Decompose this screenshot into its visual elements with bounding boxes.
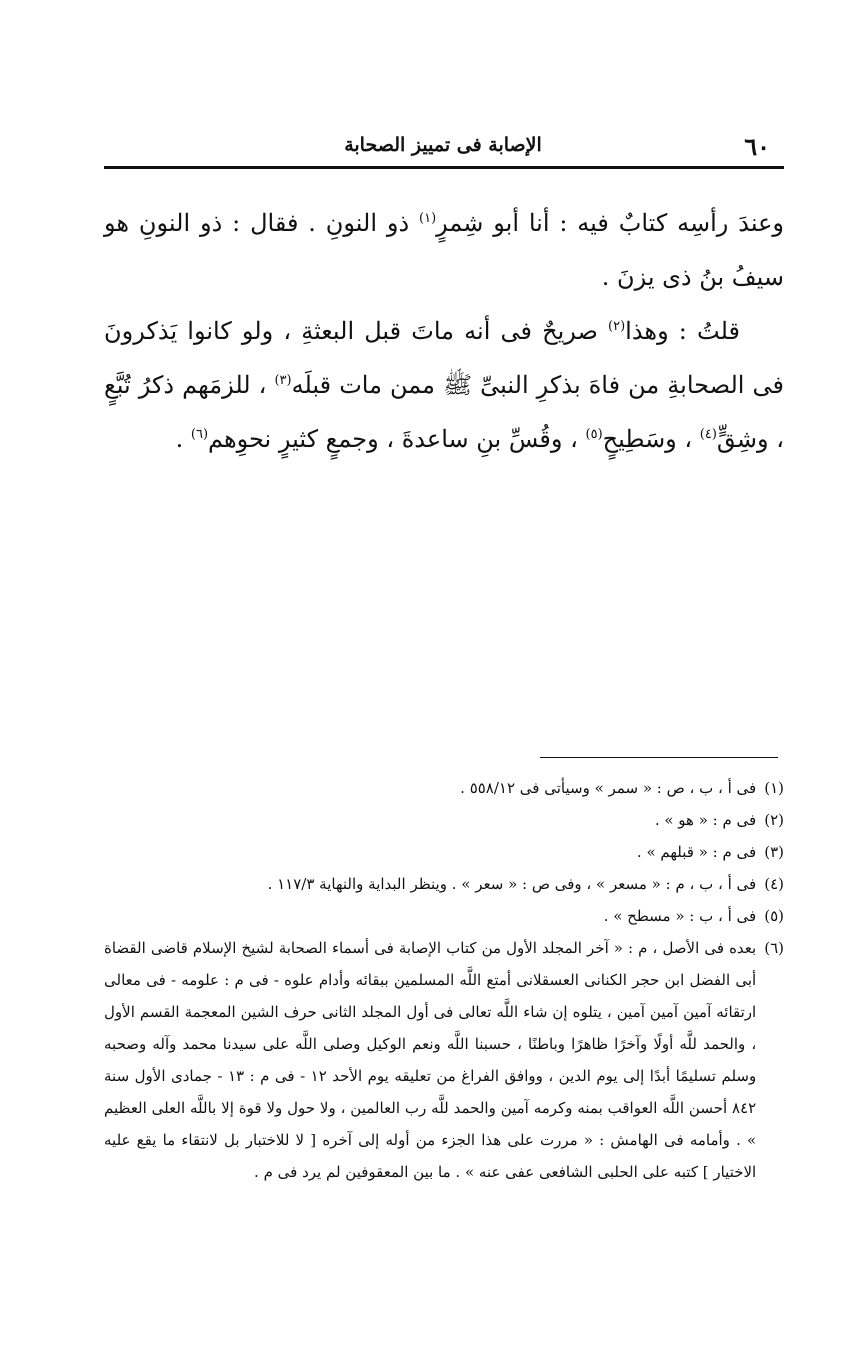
footnote-number: (١) xyxy=(764,779,784,797)
footnotes xyxy=(104,772,784,1188)
footnote-ref-6: (٦) xyxy=(190,427,209,442)
footnote-ref-3: (٣) xyxy=(274,373,292,388)
text-segment: . xyxy=(175,425,191,453)
footnote-text: فى م : « هو » . xyxy=(654,811,757,829)
text-segment: صريحٌ فى أنه ماتَ قبل البعثةِ ، ولو كانوا يَذكرونَ فى الصحابةِ من فاهَ بذكرِ النبىِّ ﷺ ممن مات قبلَه xyxy=(104,317,784,399)
text-segment: وعندَ رأسِه كتابٌ فيه : أنا أبو شِمرٍ xyxy=(436,209,784,237)
footnote xyxy=(104,932,784,1188)
main-text xyxy=(104,196,784,466)
footnote-number: (٥) xyxy=(764,907,784,925)
page-header xyxy=(104,128,782,164)
text-segment: ذو النونِ . فقال : ذو النونِ هو سيفُ بنُ ذى يزنَ . xyxy=(104,209,784,291)
footnote xyxy=(104,836,784,868)
paragraph xyxy=(104,196,784,304)
footnote-ref-2: (٢) xyxy=(608,319,626,334)
footnote-number: (٤) xyxy=(764,875,784,893)
footnote xyxy=(104,868,784,900)
footnote-ref-5: (٥) xyxy=(585,427,603,442)
page-number: ٦٠ xyxy=(744,132,770,161)
footnote-number: (٢) xyxy=(764,811,784,829)
footnote-text: فى أ ، ب : « مسطح » . xyxy=(603,907,757,925)
text-segment: ، وسَطِيحٍ xyxy=(602,425,700,453)
text-segment: ، للزمَهم ذكرُ تُبَّعٍ ، وشِقٍّ xyxy=(104,371,784,453)
footnote-ref-4: (٤) xyxy=(699,427,717,442)
footnote xyxy=(104,772,784,804)
text-segment: ، وقُسِّ بنِ ساعدةَ ، وجمعٍ كثيرٍ نحوِهم xyxy=(208,425,586,453)
footnote-text: بعده فى الأصل ، م : « آخر المجلد الأول من كتاب الإصابة فى أسماء الصحابة لشيخ الإسلام قاضى القضاة أبى الفضل ابن حجر الكنانى العسقلانى أمتع اللَّه المسلمين ببقائه وأدام علوه - فى م : علومه - فى معالى ارتقائه آمين آمين آمين ، يتلوه إن شاء اللَّه تعالى فى أول المجلد الثانى حرف الشين المعجمة القسم الأول ، والحمد للَّه أولًا وآخرًا ظاهرًا وباطنًا ، حسبنا اللَّه ونعم الوكيل وصلى اللَّه على سيدنا محمد وآله وصحبه وسلم تسليمًا أبدًا إلى يوم الدين ، ووافق الفراغ من تعليقه يوم الأحد ١٢ - فى م : ١٣ - جمادى الأول سنة ٨٤٢ أحسن اللَّه العواقب بمنه وكرمه آمين والحمد للَّه رب العالمين ، ولا حول ولا قوة إلا باللَّه العلى العظيم » . وأمامه فى الهامش : « مررت على هذا الجزء من أوله إلى آخره [ لا للاختبار بل لانتقاء ما يقع عليه الاختيار ] كتبه على الحلبى الشافعى عفى عنه » . ما بين المعقوفين لم يرد فى م . xyxy=(104,939,757,1181)
footnote-text: فى أ ، ب ، م : « مسعر » ، وفى ص : « سعر » . وينظر البداية والنهاية ١١٧/٣ . xyxy=(267,875,757,893)
footnote-text: فى م : « قبلهم » . xyxy=(636,843,757,861)
footnote-separator xyxy=(540,757,778,758)
footnote-number: (٣) xyxy=(764,843,784,861)
footnote xyxy=(104,900,784,932)
footnote-ref-1: (١) xyxy=(419,211,437,226)
running-title: الإصابة فى تمييز الصحابة xyxy=(344,134,542,156)
footnote-text: فى أ ، ب ، ص : « سمر » وسيأتى فى ٥٥٨/١٢ . xyxy=(460,779,757,797)
footnote-number: (٦) xyxy=(764,939,784,957)
text-segment: قلتُ : وهذا xyxy=(625,317,740,345)
header-rule xyxy=(104,166,784,169)
paragraph xyxy=(104,304,784,466)
footnote xyxy=(104,804,784,836)
